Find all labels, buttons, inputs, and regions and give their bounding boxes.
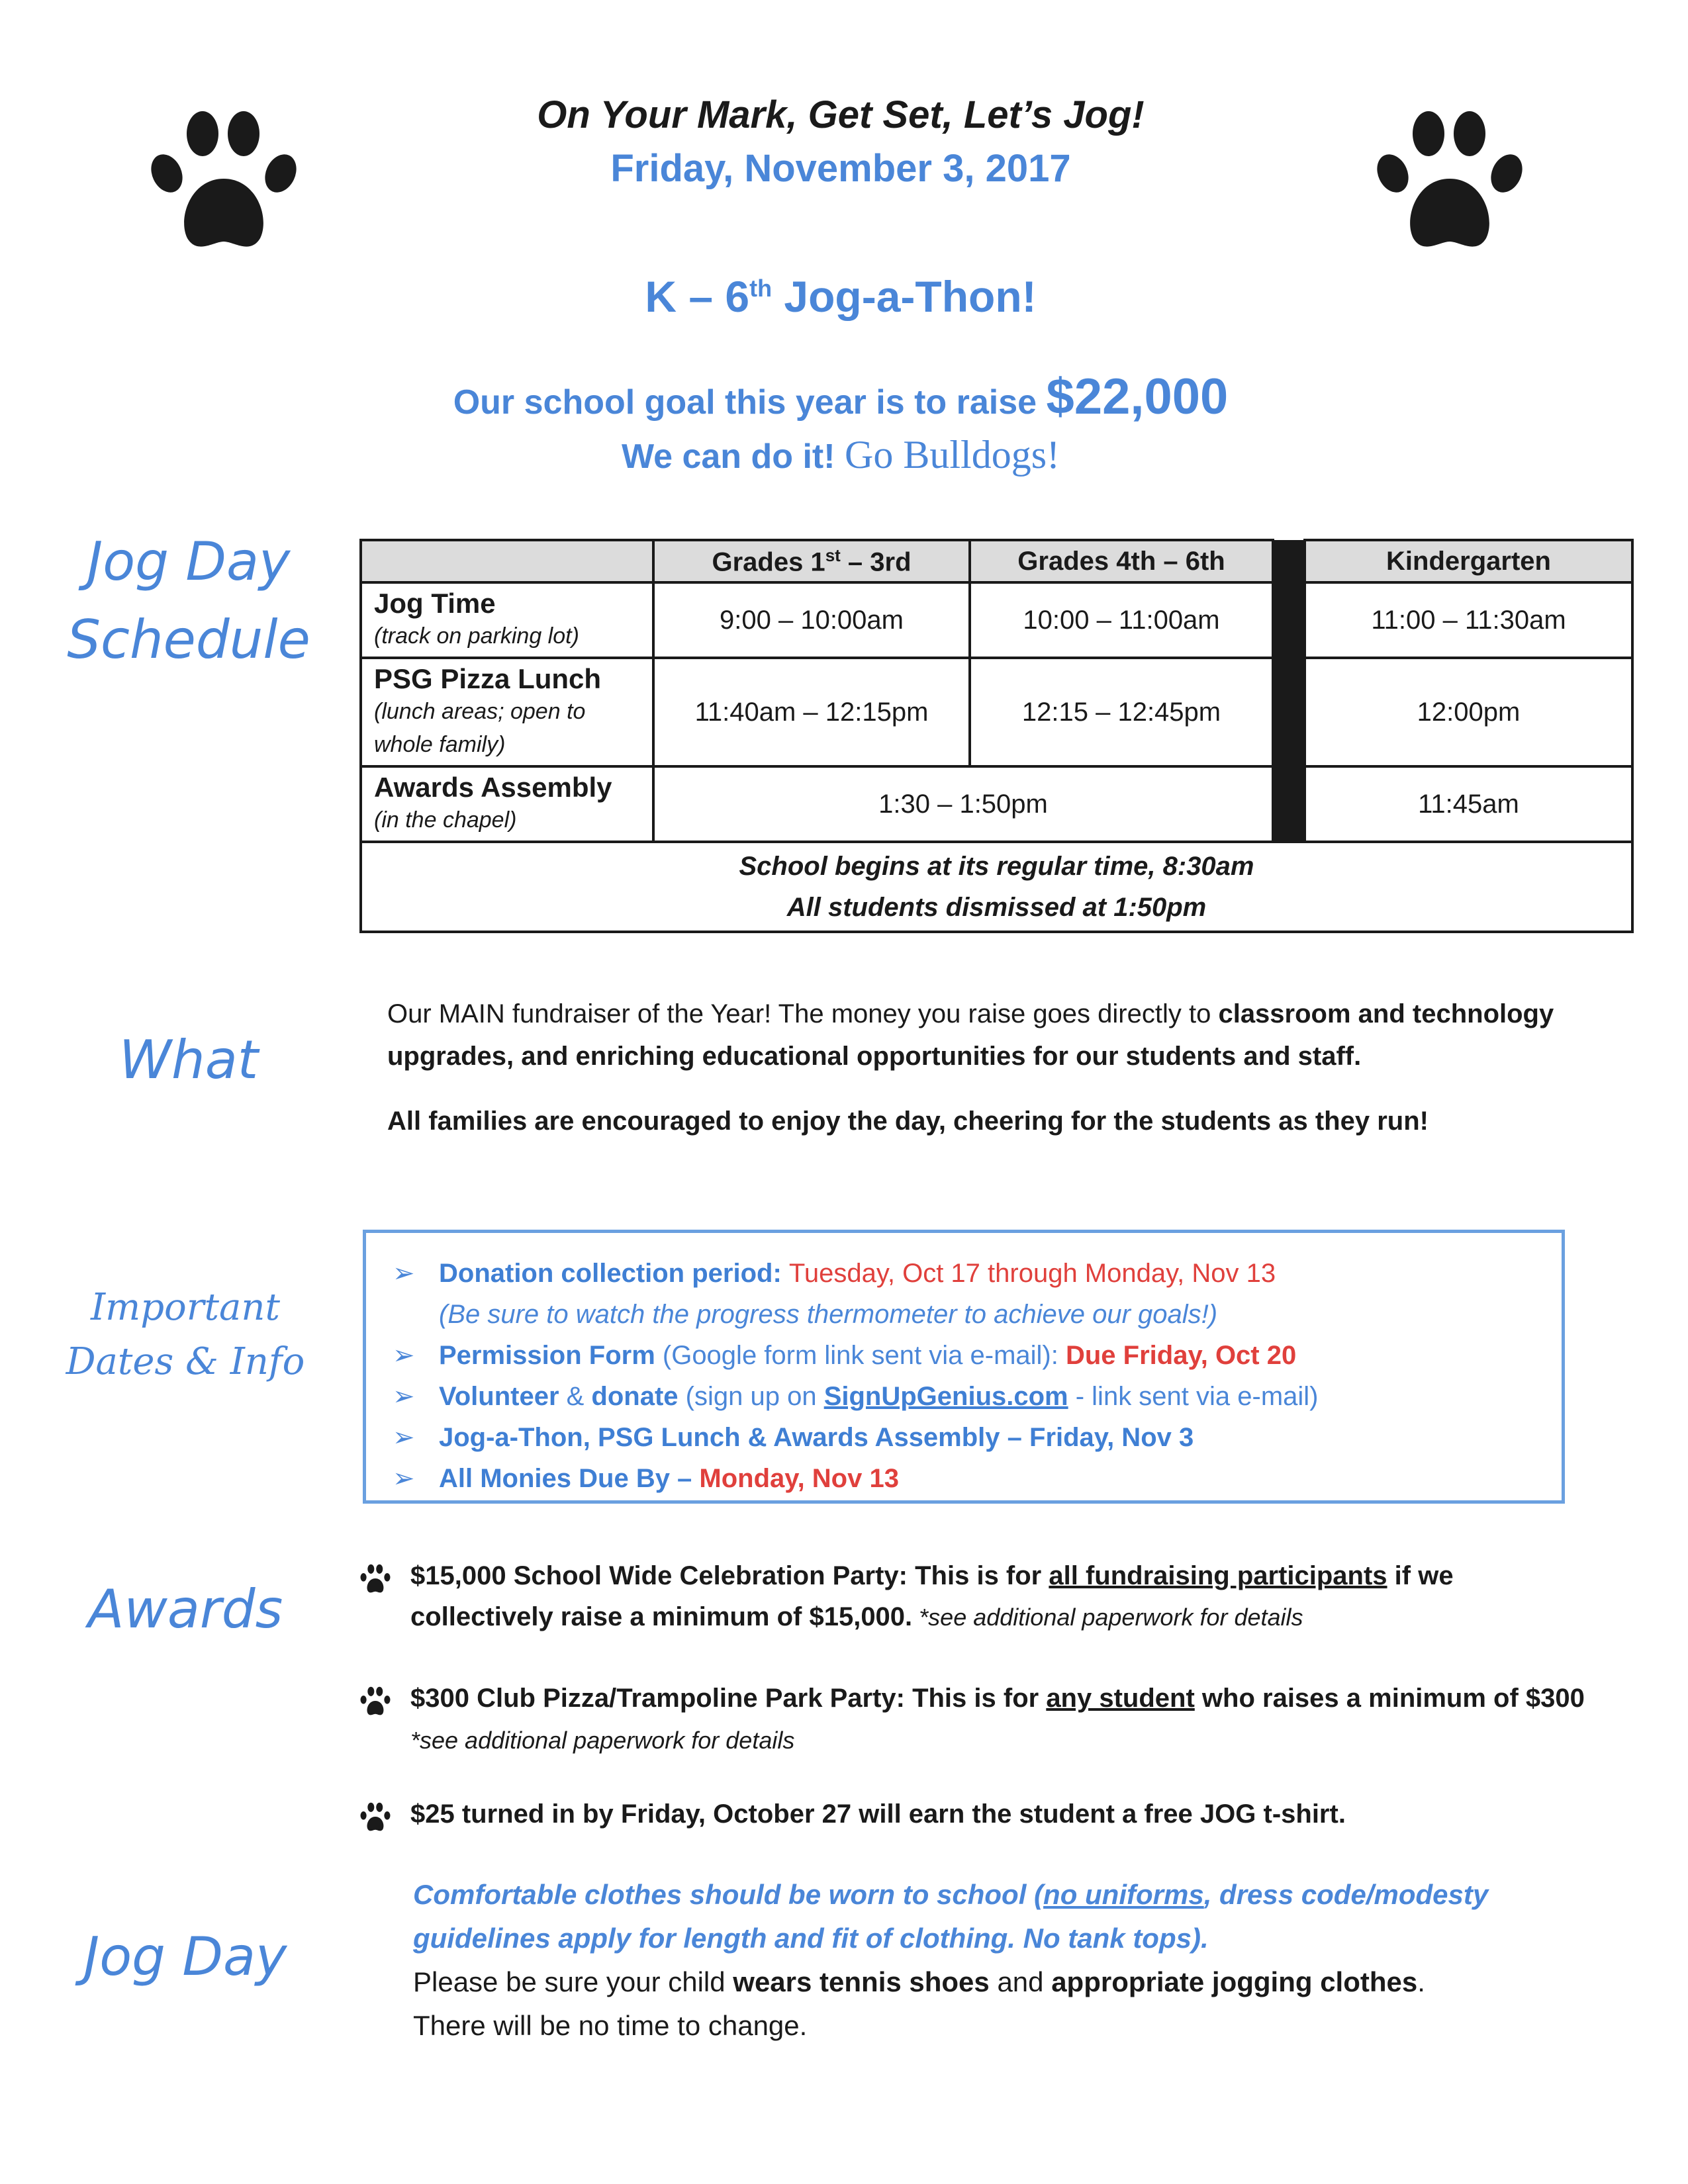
col-grades-1-3: Grades 1st – 3rd bbox=[653, 540, 970, 582]
paw-bullet-icon bbox=[359, 1801, 392, 1833]
heading-what: What bbox=[118, 1029, 259, 1091]
event-date: Friday, November 3, 2017 bbox=[610, 147, 1071, 190]
table-footer-row: School begins at its regular time, 8:30am All students dismissed at 1:50pm bbox=[361, 842, 1632, 932]
award-item: $15,000 School Wide Celebration Party: This is for all fundraising participants if we collectively raise a minimum of $15,000. *see additional paperwork for details bbox=[410, 1555, 1589, 1638]
school-goal: Our school goal this year is to raise $22,000 We can do it! Go Bulldogs! bbox=[453, 369, 1229, 477]
award-item: $25 turned in by Friday, October 27 will earn the student a free JOG t-shirt. bbox=[410, 1794, 1589, 1835]
heading-important-dates: Important Dates & Info bbox=[66, 1286, 305, 1383]
list-item: ➢ All Monies Due By – Monday, Nov 13 bbox=[439, 1458, 1562, 1499]
jog-day-text: Comfortable clothes should be worn to school (no uniforms, dress code/modesty guidelines apply for length and fit of clothing. No tank tops). Please be sure your child wears tennis shoes and appropriate jogging clothes. There will be no time to change. bbox=[413, 1879, 1489, 2041]
paw-bullet-icon bbox=[359, 1686, 392, 1717]
event-name: K – 6th Jog-a-Thon! bbox=[645, 272, 1037, 321]
what-text: Our MAIN fundraiser of the Year! The money you raise goes directly to classroom and technology upgrades, and enriching educational opportunities for our students and staff. All families are encouraged to enjoy the day, cheering for the students as they run! bbox=[387, 999, 1554, 1136]
heading-jog-day-schedule: Jog Day Schedule bbox=[67, 531, 310, 670]
col-kindergarten: Kindergarten bbox=[1305, 540, 1632, 582]
page-title: On Your Mark, Get Set, Let’s Jog! bbox=[537, 93, 1145, 136]
paw-bullet-icon bbox=[359, 1563, 392, 1595]
col-grades-4-6: Grades 4th – 6th bbox=[970, 540, 1273, 582]
table-row: PSG Pizza Lunch (lunch areas; open to whole family) 11:40am – 12:15pm 12:15 – 12:45pm 12:00pm bbox=[361, 658, 1632, 766]
heading-jog-day: Jog Day bbox=[83, 1926, 287, 1987]
signupgenius-link[interactable]: SignUpGenius.com bbox=[823, 1382, 1068, 1411]
list-item: ➢ Jog-a-Thon, PSG Lunch & Awards Assembly – Friday, Nov 3 bbox=[439, 1417, 1562, 1458]
list-item: ➢ Volunteer & donate (sign up on SignUpGenius.com - link sent via e-mail) bbox=[439, 1376, 1562, 1417]
paw-print-icon-right bbox=[1370, 106, 1529, 258]
award-item: $300 Club Pizza/Trampoline Park Party: This is for any student who raises a minimum of $300 *see additional paperwork for details bbox=[410, 1678, 1589, 1761]
table-row: Awards Assembly (in the chapel) 1:30 – 1:50pm 11:45am bbox=[361, 766, 1632, 842]
paw-print-icon-left bbox=[144, 106, 303, 258]
table-header-row bbox=[361, 540, 1632, 582]
heading-awards: Awards bbox=[87, 1578, 283, 1640]
list-item: ➢ Permission Form (Google form link sent via e-mail): Due Friday, Oct 20 bbox=[439, 1335, 1562, 1376]
table-row: Jog Time (track on parking lot) 9:00 – 10:00am 10:00 – 11:00am 11:00 – 11:30am bbox=[361, 582, 1632, 658]
list-item: ➢ Donation collection period: Tuesday, Oct 17 through Monday, Nov 13 (Be sure to watch the progress thermometer to achieve our goals!) bbox=[439, 1253, 1562, 1335]
column-divider bbox=[1273, 540, 1305, 842]
schedule-table bbox=[359, 539, 1634, 933]
important-info-box bbox=[363, 1230, 1565, 1504]
